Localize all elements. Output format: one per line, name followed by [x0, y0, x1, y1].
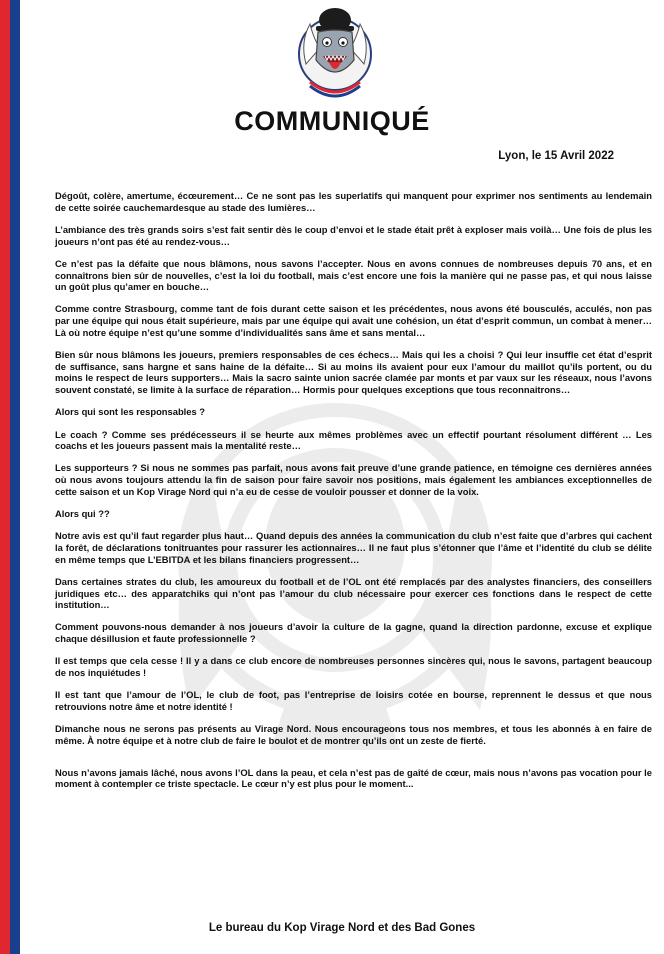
- statement-body: [55, 190, 652, 801]
- paragraph: L’ambiance des très grands soirs s’est fait sentir dès le coup d’envoi et le stade était prêt à exploser mais voilà… Une fois de plus les joueurs n’ont pas été au rendez-vous…: [55, 223, 652, 247]
- page-title: COMMUNIQUÉ: [234, 106, 430, 136]
- paragraph: Alors qui ??: [55, 508, 110, 520]
- paragraph: Dimanche nous ne serons pas présents au Virage Nord. Nous encourageons tous nos membres, et tous les abonnés à en faire de même. À notre équipe et à notre club de faire le boulot et de montrer qu’ils ont un zeste de fierté.: [55, 723, 652, 746]
- paragraph: Il est tant que l’amour de l’OL, le club de foot, pas l’entreprise de loisirs cotée en bourse, reprennent le dessus et que nous retrouvions notre âme et notre identité !: [55, 689, 652, 712]
- paragraph: Comme contre Strasbourg, comme tant de fois durant cette saison et les précédentes, nous avons été bousculés, acculés, non pas par une équipe qui nous était supérieure, mais par une équipe qui avait une cohésion, un état d’esprit commun, un combat à mener… Là où notre équipe n’est qu’une somme d’individualités sans âme et sans mental…: [55, 303, 652, 338]
- paragraph: Alors qui sont les responsables ?: [55, 406, 206, 418]
- paragraph: Bien sûr nous blâmons les joueurs, premiers responsables de ces échecs… Mais qui les a choisi ? Qui leur insuffle cet état d’esprit de suffisance, sans hargne et sans haine de la défaite… Si au moins ils avaient pour eux l’amour du maillot qu’ils portent, ou du moins le respect de leurs supporters… Mais la sacro sainte union sacrée clamée par monts et par vaux sur les réseaux, nous l’avons souvent constaté, se limite à la surface de réparation… Hormis pour quelques exceptions que tous reconnaitrons…: [55, 349, 652, 396]
- paragraph: Dégoût, colère, amertume, écœurement… Ce ne sont pas les superlatifs qui manquent pour exprimer nos sentiments au lendemain de cette soirée cauchemardesque au stade des lumières…: [55, 190, 652, 213]
- paragraph: Il est temps que cela cesse ! Il y a dans ce club encore de nombreuses personnes sincères qui, nous le savons, partagent beaucoup de nos inquiétudes !: [55, 655, 652, 679]
- paragraph: Dans certaines strates du club, les amoureux du football et de l’OL ont été remplacés par des analystes financiers, des conseillers juridiques etc… des apparatchiks qui n’ont pas l’amour du club nécessaire pour exercer ces fonctions dans le respect de cette institution…: [55, 575, 652, 611]
- paragraph: Les supporteurs ? Si nous ne sommes pas parfait, nous avons fait preuve d’une grande patience, en témoigne ces dernières années où nous avons toujours attendu la fin de saison pour faire savoir nos positions, mais également les ambiances exceptionnelles de cette saison et un Kop Virage Nord qui n’a eu de cesse de vouloir pousser et donner de la voix.: [55, 462, 652, 497]
- paragraph: Nous n’avons jamais lâché, nous avons l’OL dans la peau, et cela n’est pas de gaîté de cœur, mais nous n’avons pas vocation pour le moment à contempler ce triste spectacle. Le cœur n’y est plus pour le moment...: [55, 766, 652, 790]
- paragraph: Le coach ? Comme ses prédécesseurs il se heurte aux mêmes problèmes avec un effectif pourtant résolument différent … Les coachs et les joueurs passent mais la mentalité reste…: [55, 428, 652, 452]
- paragraph: Notre avis est qu’il faut regarder plus haut… Quand depuis des années la communication du club n’est faite que d’arbres qui cachent la forêt, de déclarations tonitruantes pour rassurer les actionnaires… Il ne faut plus s’étonner que l’âme et l’identité du club se délite en même temps que L’EBITDA et les bilans financiers progressent…: [55, 530, 652, 565]
- date-line: Lyon, le 15 Avril 2022: [498, 150, 614, 162]
- left-blue-stripe: [10, 0, 20, 954]
- left-red-stripe: [0, 0, 10, 954]
- paragraph: Comment pouvons-nous demander à nos joueurs d’avoir la culture de la gagne, quand la direction pardonne, excuse et explique chaque désillusion et faute professionnelle ?: [55, 621, 652, 645]
- kop-mascot-logo: [296, 2, 374, 102]
- paragraph: Ce n’est pas la défaite que nous blâmons, nous savons l’accepter. Nous en avons connues de nombreuses depuis 70 ans, et en connaîtrons bien sûr de nouvelles, c’est la loi du football, mais c’est encore une fois la manière qui ne passe pas, et qui nous laisse un goût plus qu’amer en bouche…: [55, 257, 652, 293]
- signature: Le bureau du Kop Virage Nord et des Bad Gones: [208, 922, 476, 934]
